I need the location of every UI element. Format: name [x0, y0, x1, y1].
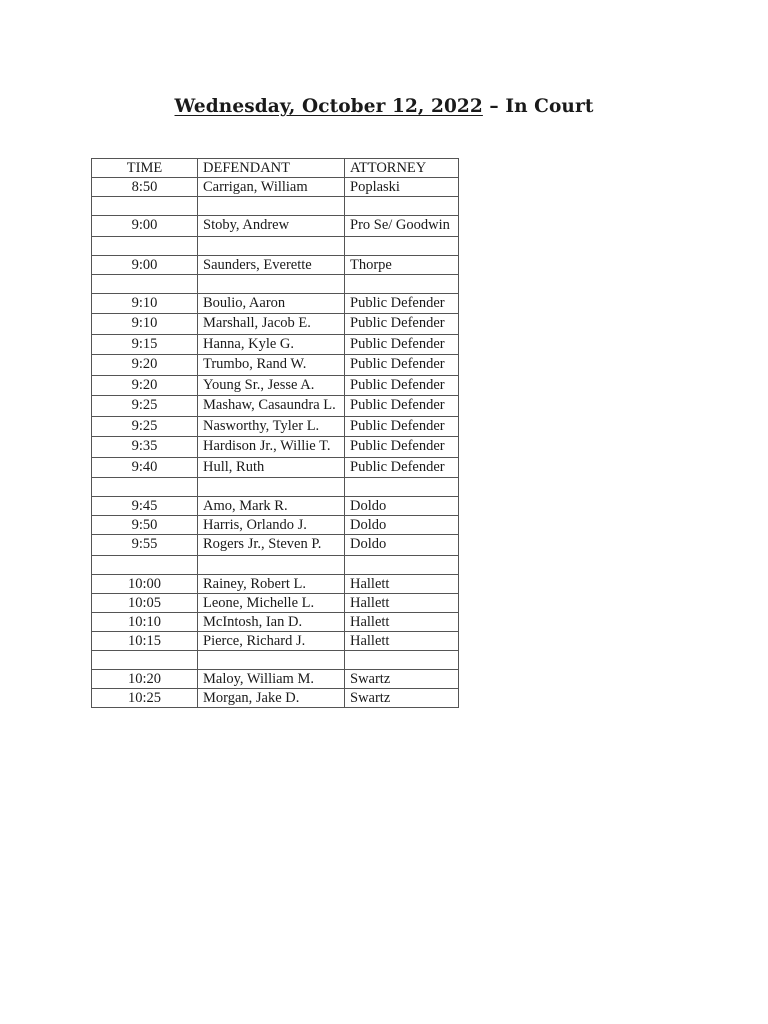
attorney-cell: Poplaski — [345, 178, 459, 197]
attorney-cell: Public Defender — [345, 355, 459, 376]
page-title — [0, 96, 768, 117]
attorney-cell: Public Defender — [345, 457, 459, 478]
empty-cell — [345, 650, 459, 669]
table-row — [92, 631, 459, 650]
defendant-cell: Pierce, Richard J. — [198, 631, 345, 650]
table-row — [92, 396, 459, 417]
title-date: Wednesday, October 12, 2022 — [174, 96, 483, 117]
defendant-cell: Saunders, Everette — [198, 255, 345, 274]
defendant-cell: Hanna, Kyle G. — [198, 334, 345, 355]
empty-cell — [198, 555, 345, 574]
time-cell: 10:15 — [92, 631, 198, 650]
table-row — [92, 416, 459, 437]
time-cell: 9:15 — [92, 334, 198, 355]
table-row — [92, 314, 459, 335]
attorney-cell: Pro Se/ Goodwin — [345, 216, 459, 237]
time-cell: 9:45 — [92, 497, 198, 516]
attorney-cell: Public Defender — [345, 314, 459, 335]
defendant-cell: Maloy, William M. — [198, 669, 345, 688]
defendant-cell: Carrigan, William — [198, 178, 345, 197]
table-row — [92, 293, 459, 314]
defendant-cell: Nasworthy, Tyler L. — [198, 416, 345, 437]
defendant-cell: Harris, Orlando J. — [198, 516, 345, 535]
table-spacer-row — [92, 650, 459, 669]
empty-cell — [92, 555, 198, 574]
empty-cell — [345, 478, 459, 497]
defendant-cell: Young Sr., Jesse A. — [198, 375, 345, 396]
attorney-cell: Public Defender — [345, 437, 459, 458]
attorney-cell: Public Defender — [345, 396, 459, 417]
header-time: TIME — [92, 159, 198, 178]
table-spacer-row — [92, 478, 459, 497]
table-header-row — [92, 159, 459, 178]
table-row — [92, 375, 459, 396]
header-defendant: DEFENDANT — [198, 159, 345, 178]
time-cell: 10:25 — [92, 688, 198, 707]
table-row — [92, 612, 459, 631]
empty-cell — [198, 197, 345, 216]
table-spacer-row — [92, 274, 459, 293]
time-cell: 9:50 — [92, 516, 198, 535]
time-cell: 9:25 — [92, 416, 198, 437]
empty-cell — [345, 197, 459, 216]
table-row — [92, 688, 459, 707]
attorney-cell: Hallett — [345, 631, 459, 650]
table-spacer-row — [92, 555, 459, 574]
defendant-cell: Rogers Jr., Steven P. — [198, 535, 345, 556]
empty-cell — [198, 274, 345, 293]
attorney-cell: Swartz — [345, 669, 459, 688]
time-cell: 9:55 — [92, 535, 198, 556]
empty-cell — [345, 555, 459, 574]
attorney-cell: Public Defender — [345, 334, 459, 355]
attorney-cell: Hallett — [345, 612, 459, 631]
table-row — [92, 334, 459, 355]
attorney-cell: Swartz — [345, 688, 459, 707]
empty-cell — [92, 478, 198, 497]
attorney-cell: Doldo — [345, 497, 459, 516]
attorney-cell: Thorpe — [345, 255, 459, 274]
table-row — [92, 437, 459, 458]
header-attorney: ATTORNEY — [345, 159, 459, 178]
attorney-cell: Public Defender — [345, 293, 459, 314]
table-row — [92, 516, 459, 535]
table-row — [92, 497, 459, 516]
attorney-cell: Doldo — [345, 535, 459, 556]
table-row — [92, 669, 459, 688]
defendant-cell: Hull, Ruth — [198, 457, 345, 478]
empty-cell — [345, 274, 459, 293]
attorney-cell: Public Defender — [345, 416, 459, 437]
defendant-cell: Stoby, Andrew — [198, 216, 345, 237]
empty-cell — [198, 236, 345, 255]
time-cell: 9:00 — [92, 255, 198, 274]
empty-cell — [92, 236, 198, 255]
time-cell: 9:10 — [92, 293, 198, 314]
attorney-cell: Public Defender — [345, 375, 459, 396]
time-cell: 9:40 — [92, 457, 198, 478]
time-cell: 9:20 — [92, 375, 198, 396]
empty-cell — [92, 274, 198, 293]
defendant-cell: Mashaw, Casaundra L. — [198, 396, 345, 417]
empty-cell — [198, 478, 345, 497]
table-spacer-row — [92, 236, 459, 255]
court-schedule-table — [91, 158, 459, 708]
defendant-cell: Rainey, Robert L. — [198, 574, 345, 593]
defendant-cell: Trumbo, Rand W. — [198, 355, 345, 376]
time-cell: 10:05 — [92, 593, 198, 612]
empty-cell — [345, 236, 459, 255]
table-row — [92, 216, 459, 237]
defendant-cell: Boulio, Aaron — [198, 293, 345, 314]
title-suffix: – In Court — [482, 96, 594, 117]
time-cell: 10:20 — [92, 669, 198, 688]
table-row — [92, 255, 459, 274]
time-cell: 8:50 — [92, 178, 198, 197]
table-spacer-row — [92, 197, 459, 216]
table-row — [92, 574, 459, 593]
time-cell: 10:10 — [92, 612, 198, 631]
table-body — [92, 178, 459, 708]
table-row — [92, 355, 459, 376]
time-cell: 9:25 — [92, 396, 198, 417]
time-cell: 9:20 — [92, 355, 198, 376]
attorney-cell: Hallett — [345, 574, 459, 593]
defendant-cell: Morgan, Jake D. — [198, 688, 345, 707]
attorney-cell: Hallett — [345, 593, 459, 612]
time-cell: 9:00 — [92, 216, 198, 237]
time-cell: 9:35 — [92, 437, 198, 458]
defendant-cell: Hardison Jr., Willie T. — [198, 437, 345, 458]
table-row — [92, 593, 459, 612]
table-row — [92, 535, 459, 556]
time-cell: 9:10 — [92, 314, 198, 335]
defendant-cell: McIntosh, Ian D. — [198, 612, 345, 631]
table-row — [92, 457, 459, 478]
time-cell: 10:00 — [92, 574, 198, 593]
table-row — [92, 178, 459, 197]
defendant-cell: Leone, Michelle L. — [198, 593, 345, 612]
attorney-cell: Doldo — [345, 516, 459, 535]
empty-cell — [92, 197, 198, 216]
empty-cell — [198, 650, 345, 669]
defendant-cell: Amo, Mark R. — [198, 497, 345, 516]
empty-cell — [92, 650, 198, 669]
defendant-cell: Marshall, Jacob E. — [198, 314, 345, 335]
